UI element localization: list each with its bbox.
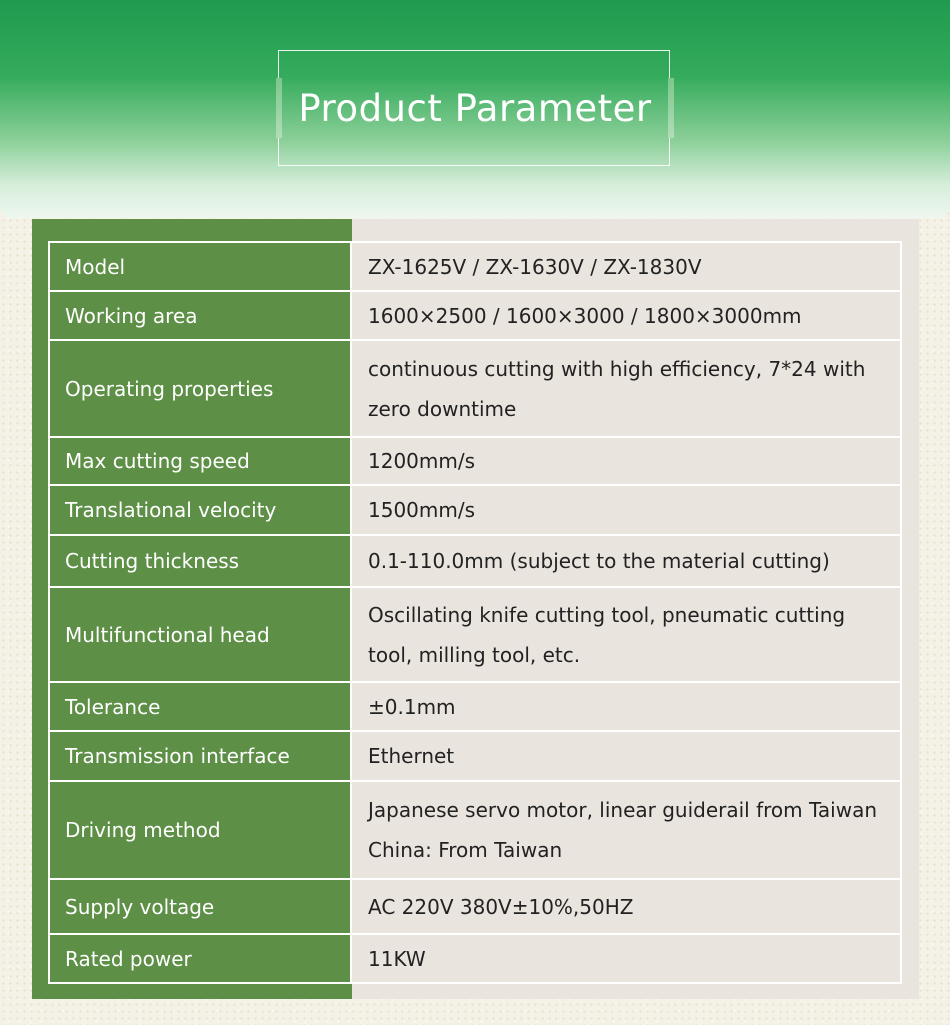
table-row (49, 437, 901, 485)
row-value: ZX-1625V / ZX-1630V / ZX-1830V (351, 242, 901, 291)
row-label: Rated power (49, 934, 351, 983)
row-label: Tolerance (49, 682, 351, 731)
row-value: 1200mm/s (351, 437, 901, 485)
row-value: 0.1-110.0mm (subject to the material cutting) (351, 535, 901, 587)
row-label: Driving method (49, 781, 351, 879)
row-value: 1500mm/s (351, 485, 901, 535)
table-row (49, 934, 901, 983)
table-row (49, 587, 901, 682)
row-value: AC 220V 380V±10%,50HZ (351, 879, 901, 934)
table-row (49, 291, 901, 340)
row-value: Oscillating knife cutting tool, pneumatic cutting tool, milling tool, etc. (351, 587, 901, 682)
table-row (49, 731, 901, 781)
header-banner (0, 0, 950, 218)
table-row (49, 485, 901, 535)
row-label: Transmission interface (49, 731, 351, 781)
row-label: Operating properties (49, 340, 351, 437)
row-value: ±0.1mm (351, 682, 901, 731)
row-value: 11KW (351, 934, 901, 983)
table-row (49, 682, 901, 731)
parameter-table (48, 241, 902, 984)
row-label: Supply voltage (49, 879, 351, 934)
row-label: Model (49, 242, 351, 291)
row-label: Cutting thickness (49, 535, 351, 587)
row-value: Japanese servo motor, linear guiderail from Taiwan China: From Taiwan (351, 781, 901, 879)
table-row (49, 879, 901, 934)
table-row (49, 535, 901, 587)
row-value: continuous cutting with high efficiency, 7*24 with zero downtime (351, 340, 901, 437)
table-row (49, 242, 901, 291)
page-title: Product Parameter (298, 87, 652, 130)
row-value: 1600×2500 / 1600×3000 / 1800×3000mm (351, 291, 901, 340)
row-label: Translational velocity (49, 485, 351, 535)
table-row (49, 340, 901, 437)
row-label: Working area (49, 291, 351, 340)
row-label: Multifunctional head (49, 587, 351, 682)
table-row (49, 781, 901, 879)
row-value: Ethernet (351, 731, 901, 781)
row-label: Max cutting speed (49, 437, 351, 485)
